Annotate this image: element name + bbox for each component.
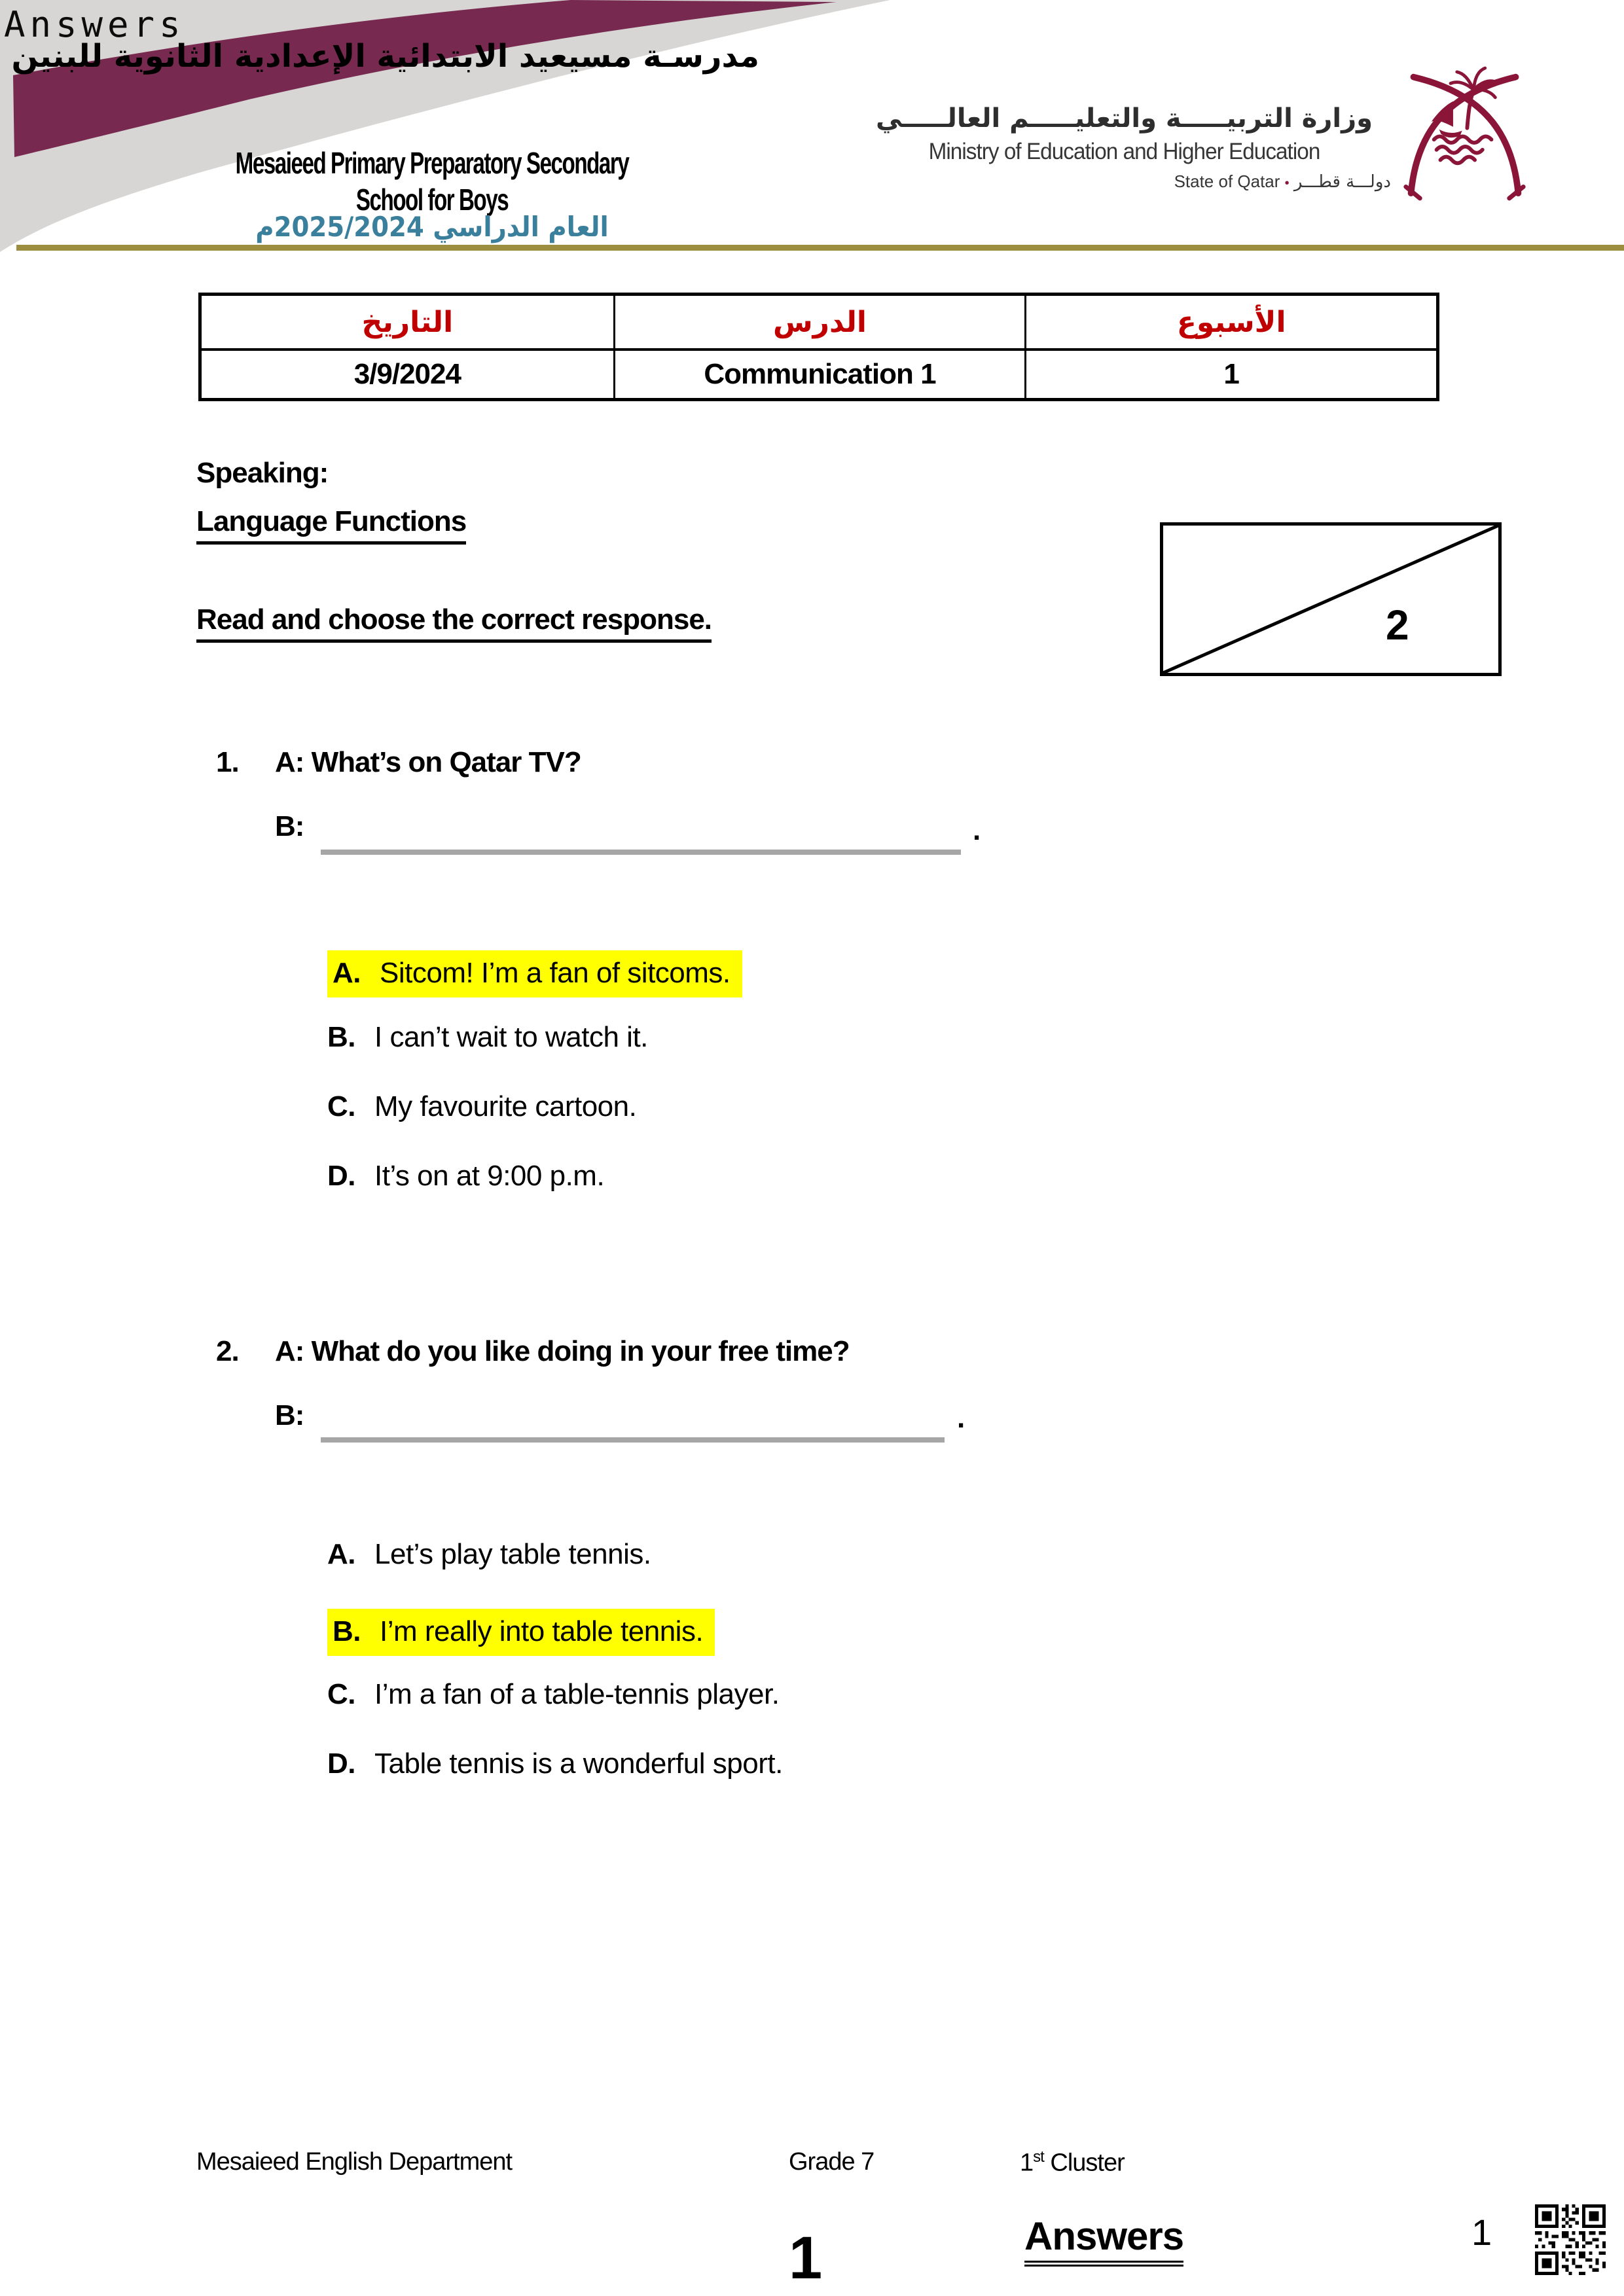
table-value-lesson: Communication 1	[613, 351, 1025, 398]
question-2-number: 2.	[216, 1335, 239, 1367]
question-1-option-d	[327, 1160, 604, 1193]
table-header-week: الأسبوع	[1024, 296, 1436, 351]
table-header-date: التاريخ	[202, 296, 613, 351]
question-1-answer-blank[interactable]	[321, 850, 961, 855]
option-text: I’m a fan of a table-tennis player.	[374, 1678, 780, 1710]
instruction-heading: Read and choose the correct response.	[196, 603, 712, 643]
footer-cluster-word: Cluster	[1043, 2149, 1125, 2177]
option-text: Table tennis is a wonderful sport.	[374, 1748, 783, 1780]
option-text: My favourite cartoon.	[374, 1090, 637, 1122]
footer-department: Mesaieed English Department	[196, 2148, 513, 2176]
answers-watermark: Answers	[4, 4, 185, 45]
state-of-qatar-english: State of Qatar	[1174, 171, 1280, 191]
question-1-response-label: B:	[275, 810, 304, 842]
question-1-option-c	[327, 1090, 636, 1123]
school-name-english-line1: Mesaieed Primary Preparatory Secondary	[235, 146, 629, 180]
option-text: It’s on at 9:00 p.m.	[374, 1160, 605, 1192]
question-2-period: .	[957, 1402, 965, 1434]
question-2-answer-blank[interactable]	[321, 1437, 945, 1443]
ministry-name-english: Ministry of Education and Higher Education	[928, 139, 1320, 164]
footer-cluster-ordinal: st	[1033, 2148, 1044, 2166]
score-box-diagonal	[1163, 526, 1498, 673]
option-letter: C.	[327, 1678, 355, 1710]
option-letter: C.	[327, 1090, 355, 1122]
school-name-arabic: مدرسـة مسيعيد الابتدائية الإعدادية الثانوية للبنين	[11, 38, 759, 75]
question-1-prompt: A: What’s on Qatar TV?	[275, 746, 581, 778]
state-of-qatar-arabic: دولـــة قطـــر	[1293, 172, 1391, 192]
option-letter: D.	[327, 1160, 355, 1192]
footer-cluster-number: 1	[1020, 2149, 1034, 2177]
score-value: 2	[1386, 601, 1409, 649]
speaking-heading: Speaking:	[196, 457, 329, 489]
option-text: Let’s play table tennis.	[374, 1538, 651, 1570]
score-box	[1160, 522, 1502, 676]
footer-side-number: 1	[1471, 2212, 1492, 2253]
state-separator-diamond: •	[1284, 176, 1290, 190]
header-gold-rule	[16, 245, 1624, 251]
option-text: I’m really into table tennis.	[380, 1615, 704, 1647]
question-2-response-label: B:	[275, 1399, 304, 1431]
question-2-option-b	[327, 1609, 715, 1656]
option-letter: B.	[327, 1021, 355, 1053]
question-1-number: 1.	[216, 746, 239, 778]
language-functions-heading: Language Functions	[196, 505, 466, 545]
question-2-prompt: A: What do you like doing in your free time?	[275, 1335, 850, 1367]
academic-year: العام الدراسي 2025/2024م	[255, 211, 609, 243]
ministry-name-arabic: وزارة التربيـــــة والتعليـــــم العالـــــي	[876, 103, 1373, 134]
option-letter: A.	[333, 957, 361, 989]
qatar-emblem-icon	[1401, 64, 1528, 202]
school-name-english-line2: School for Boys	[355, 183, 509, 217]
footer-answers-label: Answers	[1024, 2214, 1183, 2267]
question-1-option-b	[327, 1021, 648, 1054]
question-2-option-d	[327, 1748, 783, 1780]
footer-cluster	[1020, 2148, 1125, 2178]
lesson-info-table	[198, 293, 1439, 401]
option-text: Sitcom! I’m a fan of sitcoms.	[380, 957, 731, 989]
option-letter: B.	[333, 1615, 361, 1647]
table-value-week: 1	[1024, 351, 1436, 398]
question-2-option-c	[327, 1678, 779, 1711]
footer-grade: Grade 7	[789, 2148, 875, 2176]
table-value-date: 3/9/2024	[353, 358, 461, 390]
question-1-option-a	[327, 950, 742, 997]
option-text: I can’t wait to watch it.	[374, 1021, 648, 1053]
option-letter: D.	[327, 1748, 355, 1780]
state-of-qatar-line	[857, 171, 1391, 192]
table-header-lesson: الدرس	[613, 296, 1025, 351]
question-1-period: .	[973, 814, 981, 846]
footer-page-number: 1	[789, 2225, 823, 2291]
qr-code	[1535, 2204, 1606, 2275]
question-2-option-a	[327, 1538, 651, 1571]
option-letter: A.	[327, 1538, 355, 1570]
